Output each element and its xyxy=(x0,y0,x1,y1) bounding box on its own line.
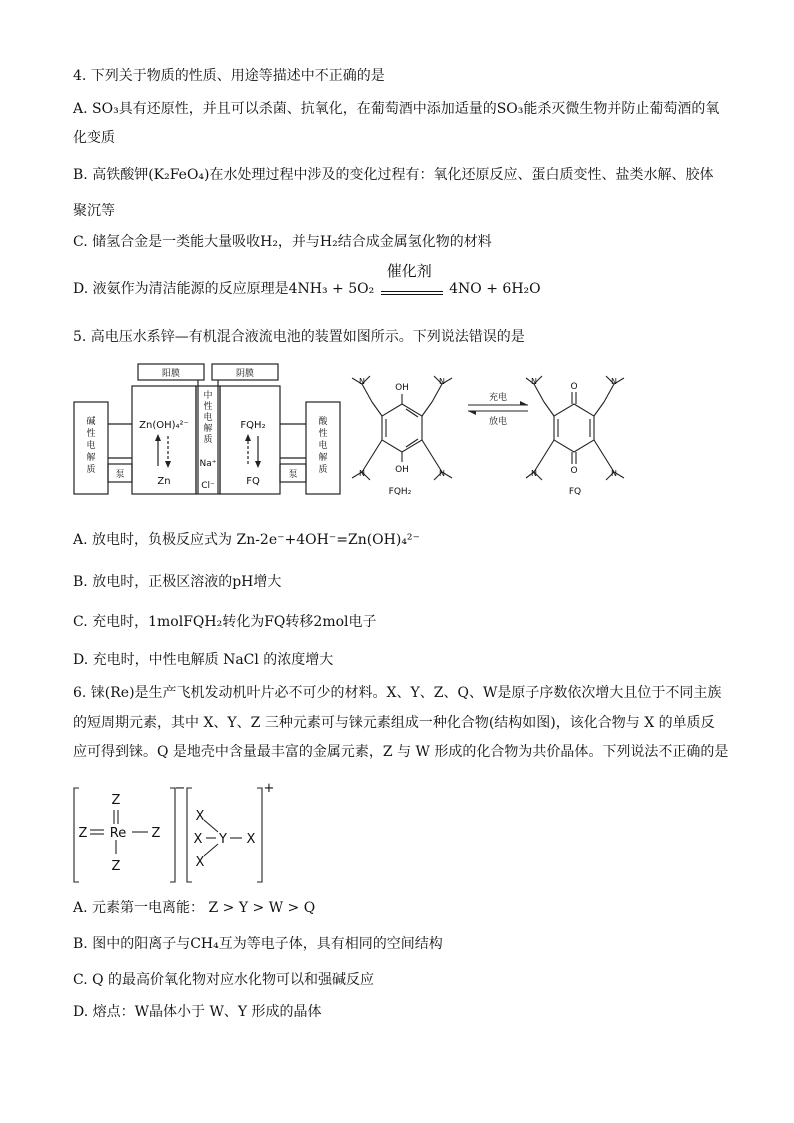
svg-text:N: N xyxy=(611,377,617,386)
q6-stem-line1: 6. 铼(Re)是生产飞机发动机叶片必不可少的材料。X、Y、Z、Q、W是原子序数依次增大且位于不同主族 xyxy=(73,685,722,701)
svg-text:X: X xyxy=(195,809,205,824)
q6-option-c: C. Q 的最高价氧化物对应水化物可以和强碱反应 xyxy=(73,972,375,988)
fqh2-molecule-label: FQH₂ xyxy=(388,487,412,497)
q4-option-c: C. 储氢合金是一类能大量吸收H₂，并与H₂结合成金属氢化物的材料 xyxy=(73,234,492,250)
q4-d-suffix: 4NO + 6H₂O xyxy=(449,281,541,297)
catalyst-arrow xyxy=(379,262,445,299)
fq-chamber: FQ xyxy=(246,476,260,487)
svg-text:N: N xyxy=(359,469,365,478)
svg-text:N: N xyxy=(439,469,445,478)
charge-label: 充电 xyxy=(488,393,508,403)
svg-text:性: 性 xyxy=(318,429,328,439)
q5-option-d: D. 充电时，中性电解质 NaCl 的浓度增大 xyxy=(73,652,334,668)
q4-d-prefix: D. 液氨作为清洁能源的反应原理是4NH₃ + 5O₂ xyxy=(73,281,375,297)
q5-option-b: B. 放电时，正极区溶液的pH增大 xyxy=(73,574,282,590)
q6-stem-line3: 应可得到铼。Q 是地壳中含量最丰富的金属元素，Z 与 W 形成的化合物为共价晶体。下列说法不正确的是 xyxy=(73,744,729,760)
fqh2-chamber: FQH₂ xyxy=(240,420,266,431)
svg-text:质: 质 xyxy=(203,435,213,445)
anion-charge: − xyxy=(174,782,186,796)
svg-text:N: N xyxy=(439,377,445,386)
q4-option-d xyxy=(73,262,541,299)
svg-text:OH: OH xyxy=(395,465,409,475)
svg-text:碱: 碱 xyxy=(86,417,96,427)
svg-text:OH: OH xyxy=(395,383,409,393)
zn-complex: Zn(OH)₄²⁻ xyxy=(139,420,189,431)
svg-text:N: N xyxy=(531,469,537,478)
svg-text:Re: Re xyxy=(109,826,127,841)
left-pump: 泵 xyxy=(115,470,125,480)
q6-option-a: A. 元素第一电离能： Z > Y > W > Q xyxy=(73,900,316,916)
svg-text:酸: 酸 xyxy=(318,417,328,427)
zn-label: Zn xyxy=(157,476,171,487)
svg-text:电: 电 xyxy=(86,441,96,451)
svg-text:N: N xyxy=(359,377,365,386)
svg-text:Z: Z xyxy=(78,826,88,841)
svg-text:性: 性 xyxy=(86,429,96,439)
svg-text:解: 解 xyxy=(86,453,96,463)
svg-text:解: 解 xyxy=(318,453,328,463)
svg-text:Z: Z xyxy=(151,826,161,841)
svg-text:质: 质 xyxy=(318,465,328,475)
svg-text:解: 解 xyxy=(203,424,213,434)
catalyst-label: 催化剂 xyxy=(386,262,432,280)
svg-text:X: X xyxy=(193,832,203,847)
q5-option-c: C. 充电时，1molFQH₂转化为FQ转移2mol电子 xyxy=(73,614,377,630)
re-compound-structure xyxy=(70,782,290,892)
svg-text:O: O xyxy=(570,382,578,392)
fqh2-fq-equilibrium-diagram xyxy=(350,372,650,506)
anion-membrane-label: 阴膜 xyxy=(235,369,255,379)
q6-stem-line2: 的短周期元素，其中 X、Y、Z 三种元素可与铼元素组成一种化合物(结构如图)，该化合物与 X 的单质反 xyxy=(73,715,715,731)
q6-option-d: D. 熔点：W晶体小于 W、Y 形成的晶体 xyxy=(73,1004,322,1020)
fq-molecule-label: FQ xyxy=(568,487,582,497)
cl-ion: Cl⁻ xyxy=(201,481,215,491)
svg-text:O: O xyxy=(570,466,578,476)
svg-text:中: 中 xyxy=(203,391,213,401)
svg-text:N: N xyxy=(611,469,617,478)
svg-text:电: 电 xyxy=(203,413,213,423)
q5-stem: 5. 高电压水系锌—有机混合液流电池的装置如图所示。下列说法错误的是 xyxy=(73,329,525,345)
discharge-label: 放电 xyxy=(488,417,508,427)
svg-text:Z: Z xyxy=(111,859,121,874)
q4-option-b-line1: B. 高铁酸钾(K₂FeO₄)在水处理过程中涉及的变化过程有：氧化还原反应、蛋白质变性、盐类水解、胶体 xyxy=(73,167,714,183)
svg-text:Y: Y xyxy=(219,832,227,847)
right-pump: 泵 xyxy=(288,470,298,480)
q5-option-a: A. 放电时，负极反应式为 Zn-2e⁻+4OH⁻=Zn(OH)₄²⁻ xyxy=(73,532,420,548)
svg-text:Z: Z xyxy=(111,793,121,808)
q4-option-b-line2: 聚沉等 xyxy=(73,203,115,219)
q6-option-b: B. 图中的阳离子与CH₄互为等电子体，具有相同的空间结构 xyxy=(73,936,443,952)
q4-stem: 4. 下列关于物质的性质、用途等描述中不正确的是 xyxy=(73,68,385,84)
battery-diagram xyxy=(72,358,342,502)
svg-text:X: X xyxy=(246,832,256,847)
cation-membrane-label: 阳膜 xyxy=(161,369,181,379)
na-ion: Na⁺ xyxy=(199,459,217,469)
q4-option-a-line2: 化变质 xyxy=(73,130,115,146)
q4-option-a-line1: A. SO₃具有还原性，并且可以杀菌、抗氧化，在葡萄酒中添加适量的SO₃能杀灭微生物并防止葡萄酒的氧 xyxy=(73,101,720,117)
svg-text:性: 性 xyxy=(203,402,213,412)
svg-text:N: N xyxy=(531,377,537,386)
svg-text:电: 电 xyxy=(318,441,328,451)
svg-text:X: X xyxy=(195,855,205,870)
cation-charge: + xyxy=(263,782,275,796)
svg-text:质: 质 xyxy=(86,465,96,475)
